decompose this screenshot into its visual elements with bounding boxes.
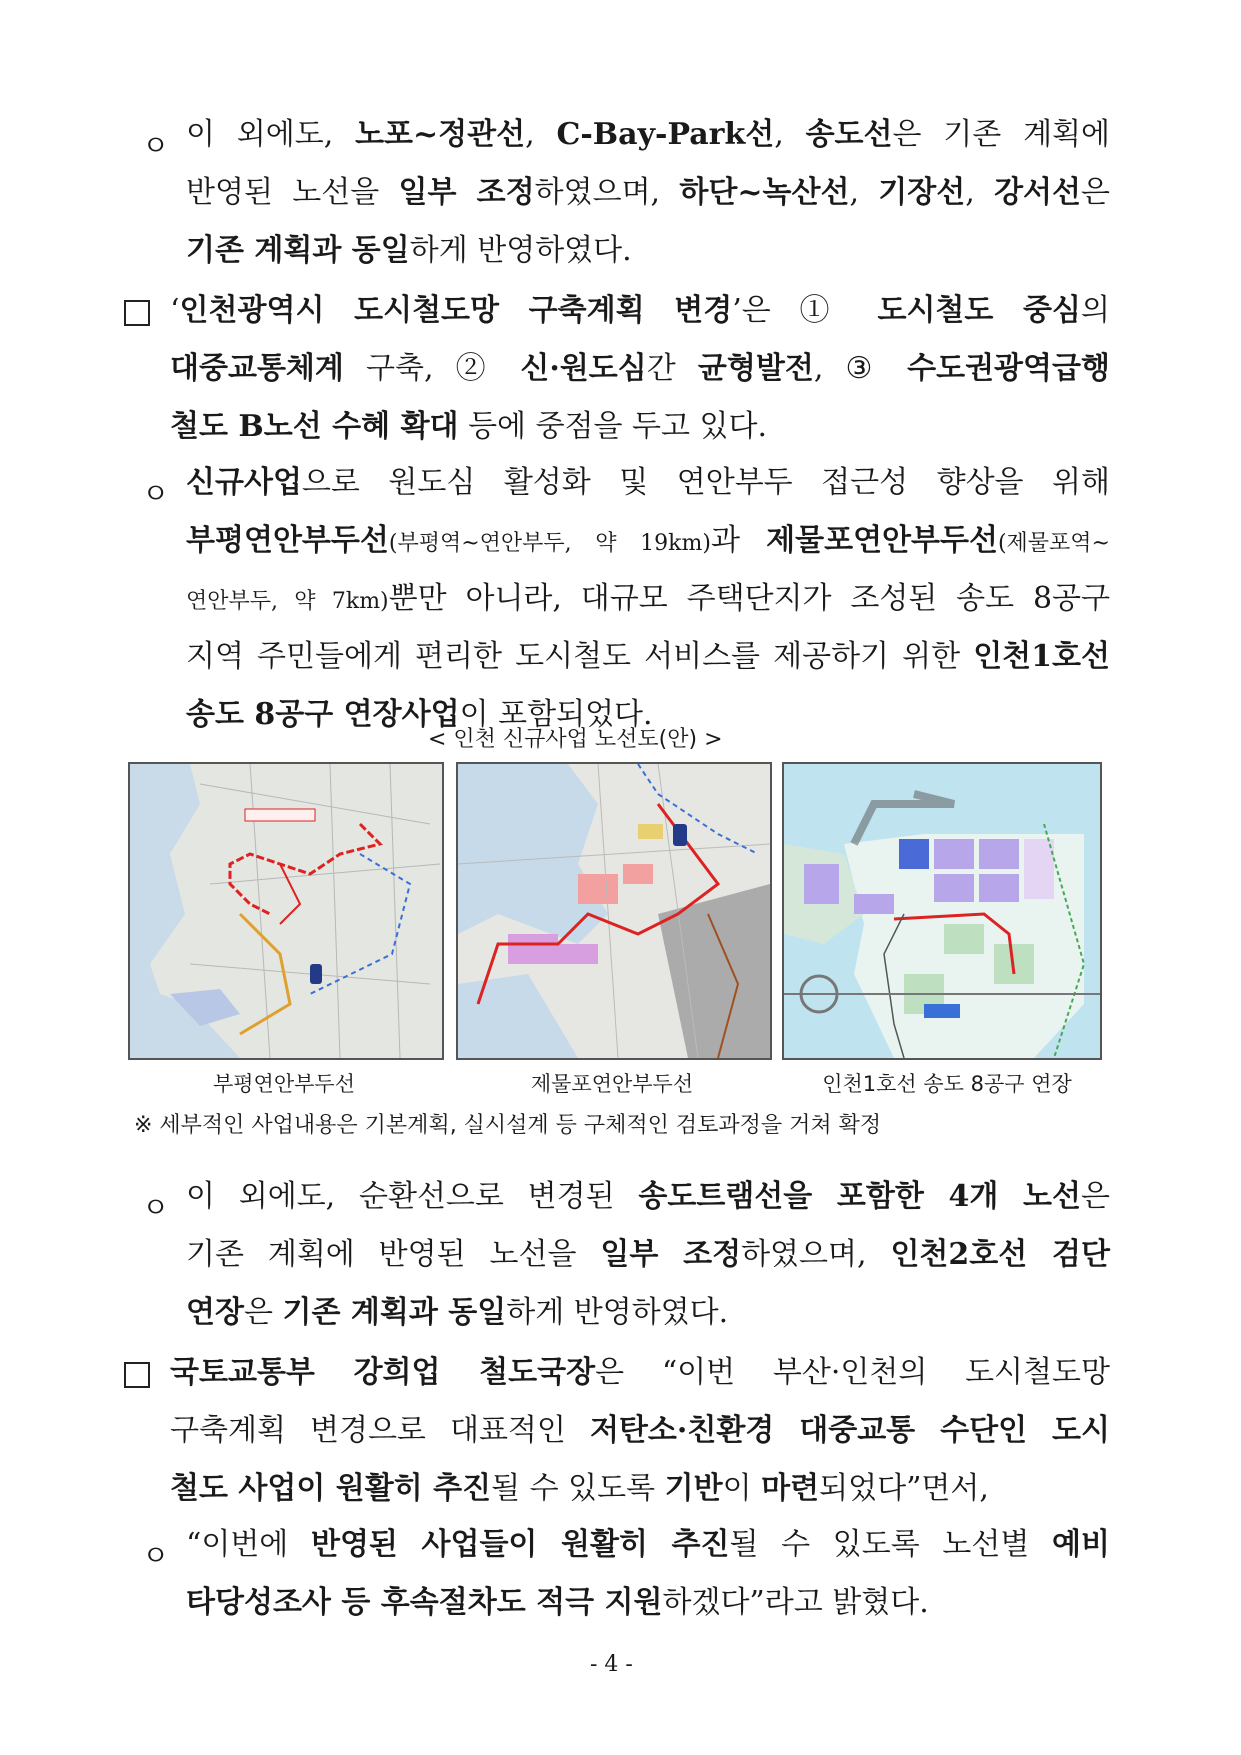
bullet-circle: ㅇ <box>142 1539 170 1572</box>
map-image <box>784 764 1100 1058</box>
map-image <box>458 764 770 1058</box>
bullet-circle: ㅇ <box>142 1191 170 1224</box>
paragraph-incheon-plan: ‘인천광역시 도시철도망 구축계획 변경’은 ① 도시철도 중심의 대중교통체계 구축, ② 신·원도심간 균형발전, ③ 수도권광역급행 철도 B노선 수혜 확대 등에 중점을 두고 있다. <box>170 293 1110 444</box>
paragraph-new-projects: 신규사업으로 원도심 활성화 및 연안부두 접근성 향상을 위해 부평연안부두선(부평역~연안부두, 약 19km)과 제물포연안부두선(제물포역~ 연안부두, 약 7km)뿐만 아니라, 대규모 주택단지가 조성된 송도 8공구 지역 주민들에게 편리한 도시철도 서비스를 제공하기 위한 인천1호선 송도 8공구 연장사업이 포함되었다. <box>186 465 1110 732</box>
paragraph-busan-other-lines: 이 외에도, 노포~정관선, C-Bay-Park선, 송도선은 기존 계획에 반영된 노선을 일부 조정하였으며, 하단~녹산선, 기장선, 강서선은 기존 계획과 동일하게 반영하였다. <box>186 117 1111 268</box>
bullet-circle: ㅇ <box>142 129 170 162</box>
paragraph-quote-support: “이번에 반영된 사업들이 원활히 추진될 수 있도록 노선별 예비 타당성조사 등 후속절차도 적극 지원하겠다”라고 밝혔다. <box>186 1527 1110 1620</box>
map-label-bupyeong: 부평연안부두선 <box>212 1072 355 1096</box>
map-line1-songdo-extension <box>782 762 1102 1060</box>
figure-note: ※ 세부적인 사업내용은 기본계획, 실시설계 등 구체적인 검토과정을 거쳐 확정 <box>134 1113 882 1138</box>
map-label-jemulpo: 제물포연안부두선 <box>530 1072 694 1096</box>
page-number: - 4 - <box>590 1652 633 1677</box>
map-label-songdo: 인천1호선 송도 8공구 연장 <box>822 1072 1072 1096</box>
checkbox-square <box>124 1362 150 1388</box>
map-jemulpo-line <box>456 762 772 1060</box>
map-bupyeong-line <box>128 762 444 1060</box>
figure-caption: < 인천 신규사업 노선도(안) > <box>428 727 723 752</box>
paragraph-director-statement: 국토교통부 강희업 철도국장은 “이번 부산·인천의 도시철도망 구축계획 변경으로 대표적인 저탄소·친환경 대중교통 수단인 도시 철도 사업이 원활히 추진될 수 있도록 기반이 마련되었다”면서, <box>170 1355 1111 1506</box>
checkbox-square <box>124 300 150 326</box>
bullet-circle: ㅇ <box>142 477 170 510</box>
paragraph-incheon-other-lines: 이 외에도, 순환선으로 변경된 송도트램선을 포함한 4개 노선은 기존 계획에 반영된 노선을 일부 조정하였으며, 인천2호선 검단 연장은 기존 계획과 동일하게 반영하였다. <box>186 1179 1110 1330</box>
map-image <box>130 764 442 1058</box>
